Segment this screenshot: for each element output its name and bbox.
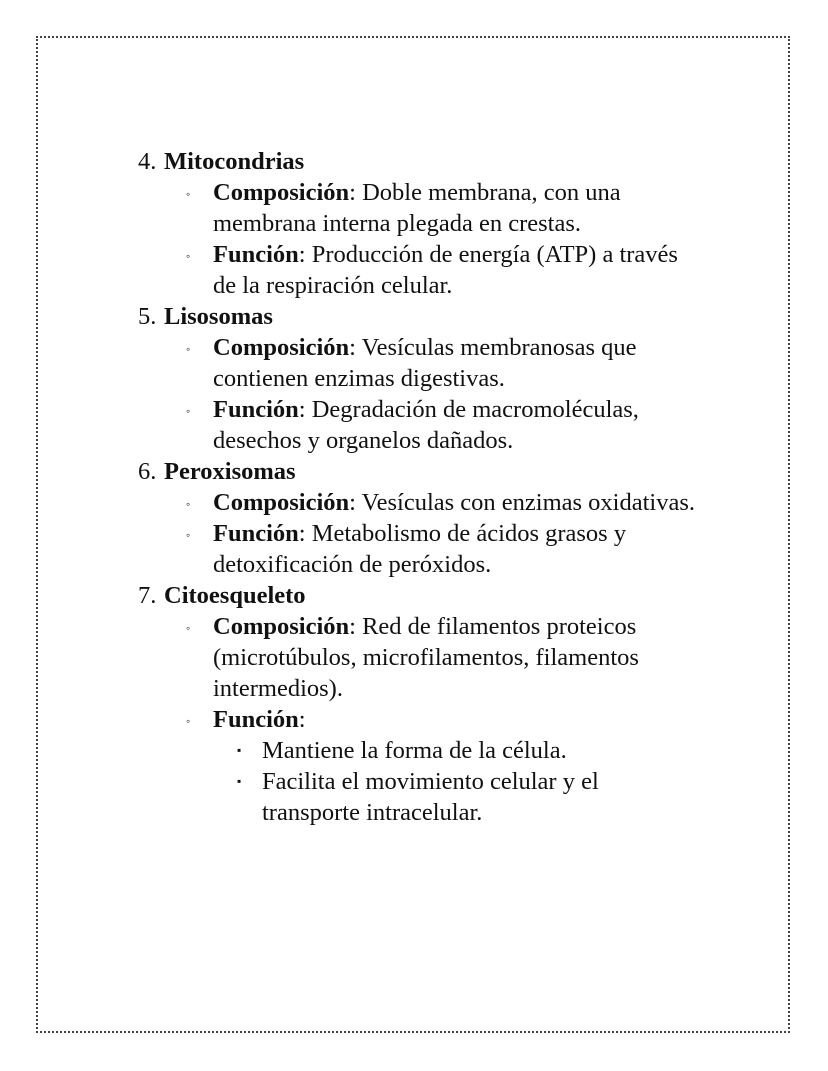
- sub-item-text: : Doble membrana, con una membrana interna plegada en crestas.: [213, 179, 621, 237]
- square-bullet-icon: ▪: [237, 774, 242, 788]
- sub-item-label: Función: [213, 241, 299, 268]
- item-title: Mitocondrias: [164, 148, 305, 175]
- sub-item-text: : Degradación de macromoléculas, desechos y organelos dañados.: [213, 396, 639, 454]
- sub-item-text: :: [298, 706, 306, 733]
- sub-item-funcion: [138, 239, 698, 301]
- sub-sub-item: [138, 766, 698, 828]
- item-title: Citoesqueleto: [164, 582, 306, 609]
- list-item-peroxisomas: [138, 456, 698, 580]
- item-number: 4.: [138, 148, 157, 175]
- sub-item-text: : Producción de energía (ATP) a través de la respiración celular.: [213, 241, 678, 299]
- sub-item-composicion: [138, 332, 698, 394]
- hollow-circle-bullet-icon: ◦: [186, 342, 191, 356]
- sub-item-label: Composición: [213, 489, 350, 516]
- hollow-circle-bullet-icon: ◦: [186, 497, 191, 511]
- sub-item-text: : Vesículas con enzimas oxidativas.: [349, 489, 696, 516]
- item-number: 6.: [138, 458, 157, 485]
- hollow-circle-bullet-icon: ◦: [186, 187, 191, 201]
- sub-item-funcion: [138, 704, 698, 735]
- list-item-citoesqueleto: [138, 580, 698, 828]
- sub-item-label: Función: [213, 520, 299, 547]
- square-bullet-icon: ▪: [237, 743, 242, 757]
- sub-item-funcion: [138, 394, 698, 456]
- hollow-circle-bullet-icon: ◦: [186, 714, 191, 728]
- item-heading: [138, 580, 698, 611]
- item-heading: [138, 146, 698, 177]
- sub-item-label: Composición: [213, 613, 350, 640]
- list-item-mitocondrias: [138, 146, 698, 301]
- sub-item-label: Composición: [213, 334, 350, 361]
- list-item-lisosomas: [138, 301, 698, 456]
- hollow-circle-bullet-icon: ◦: [186, 249, 191, 263]
- sub-item-label: Función: [213, 706, 299, 733]
- sub-item-text: : Vesículas membranosas que contienen enzimas digestivas.: [213, 334, 637, 392]
- sub-item-text: : Metabolismo de ácidos grasos y detoxificación de peróxidos.: [213, 520, 627, 578]
- sub-sub-item: [138, 735, 698, 766]
- item-heading: [138, 456, 698, 487]
- sub-item-composicion: [138, 487, 698, 518]
- sub-sub-item-text: Facilita el movimiento celular y el transporte intracelular.: [262, 768, 599, 826]
- item-heading: [138, 301, 698, 332]
- document-content: [138, 146, 698, 828]
- hollow-circle-bullet-icon: ◦: [186, 404, 191, 418]
- sub-item-composicion: [138, 611, 698, 704]
- sub-item-label: Función: [213, 396, 299, 423]
- sub-item-funcion: [138, 518, 698, 580]
- sub-item-label: Composición: [213, 179, 350, 206]
- sub-item-composicion: [138, 177, 698, 239]
- hollow-circle-bullet-icon: ◦: [186, 621, 191, 635]
- item-number: 7.: [138, 582, 157, 609]
- item-title: Lisosomas: [164, 303, 273, 330]
- sub-sub-item-text: Mantiene la forma de la célula.: [262, 737, 567, 764]
- item-number: 5.: [138, 303, 157, 330]
- item-title: Peroxisomas: [164, 458, 296, 485]
- sub-item-text: : Red de filamentos proteicos (microtúbulos, microfilamentos, filamentos intermedios).: [213, 613, 639, 702]
- hollow-circle-bullet-icon: ◦: [186, 528, 191, 542]
